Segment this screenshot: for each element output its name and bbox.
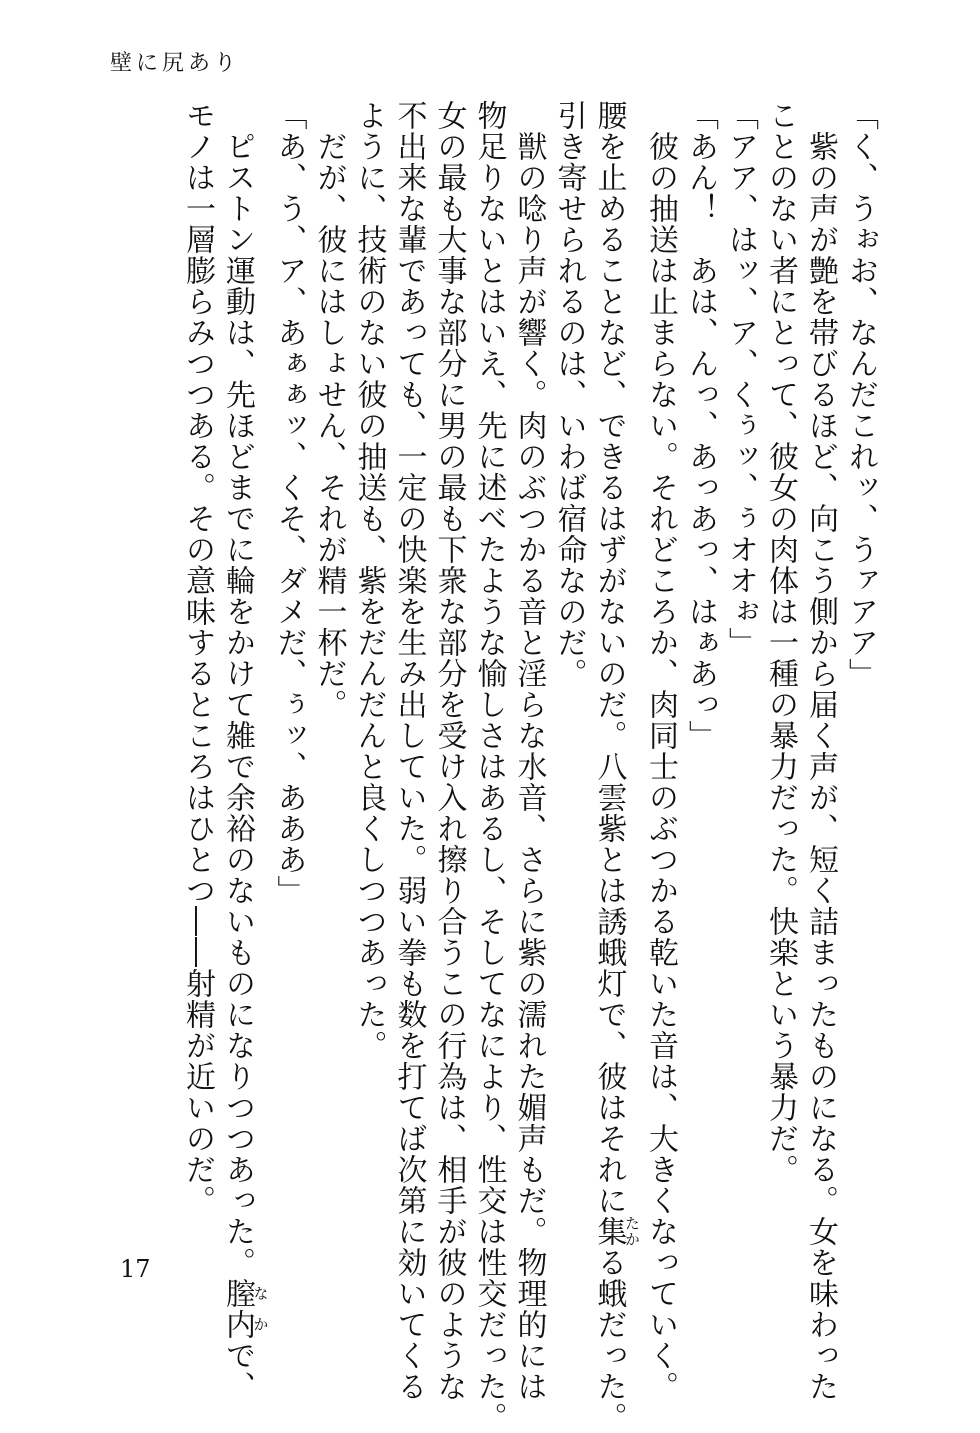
- text-line: 「あ、う、ア、あぁぁッ、くそ、ダメだ、ぅッ、あああ」: [271, 100, 307, 906]
- ruby-base: 集: [591, 1215, 627, 1248]
- text-line: 不出来な輩であっても、一定の快楽を生み出していた。弱い拳も数を打てば次第に効いてくる: [391, 100, 427, 1402]
- text-line: だが、彼にはしょせん、それが精一杯だ。: [311, 100, 347, 720]
- page-number: 17: [120, 1255, 151, 1283]
- text-fragment: で、: [220, 1340, 255, 1402]
- text-fragment: 腰を止めることなど、できるはずがないのだ。八雲紫とは誘蛾灯で、彼はそれに: [591, 100, 627, 1216]
- text-line-with-ruby: [589, 100, 641, 1433]
- text-line: 紫の声が艶を帯びるほど、向こう側から届く声が、短く詰まったものになる。女を味わった: [803, 100, 838, 1402]
- running-head: 壁に尻あり: [110, 51, 241, 76]
- text-line: ことのない者にとって、彼女の肉体は一種の暴力だった。快楽という暴力だ。: [763, 100, 798, 1185]
- ruby-annotation: [591, 1215, 641, 1248]
- text-fragment: る蛾だった。: [591, 1247, 627, 1433]
- ruby-reading: なか: [251, 1278, 270, 1340]
- text-line: ように、技術のない彼の抽送も、紫をだんだんと良くしつつあった。: [351, 100, 387, 1061]
- ruby-reading: たか: [623, 1215, 641, 1248]
- text-line: 獣の唸り声が響く。肉のぶつかる音と淫らな水音、さらに紫の濡れた媚声もだ。物理的には: [511, 100, 547, 1402]
- text-line: モノは一層膨らみつつある。その意味するところはひとつ――射精が近いのだ。: [180, 100, 215, 1216]
- text-line: 「アア、はッ、ア、くぅッ、ぅオオぉ」: [723, 100, 758, 658]
- text-line: 引き寄せられるのは、いわば宿命なのだ。: [551, 100, 587, 689]
- text-line: 「く、うぉお、なんだこれッ、うァアア」: [843, 100, 878, 689]
- text-line: 女の最も大事な部分に男の最も下衆な部分を受け入れ擦り合うこの行為は、相手が彼のような: [431, 100, 467, 1402]
- ruby-annotation: [220, 1278, 270, 1340]
- text-line: 彼の抽送は止まらない。それどころか、肉同士のぶつかる乾いた音は、大きくなっていく。: [643, 100, 678, 1402]
- text-line-with-ruby: [217, 100, 270, 1402]
- text-fragment: ピストン運動は、先ほどまでに輪をかけて雑で余裕のないものになりつつあった。: [220, 100, 255, 1278]
- ruby-base: 膣内: [220, 1278, 255, 1340]
- text-line: 「あん！ あは、んっ、あっあっ、はぁあっ」: [683, 100, 718, 751]
- text-line: 物足りないとはいえ、先に述べたような愉しさはあるし、そしてなにより、性交は性交だった。: [471, 100, 507, 1433]
